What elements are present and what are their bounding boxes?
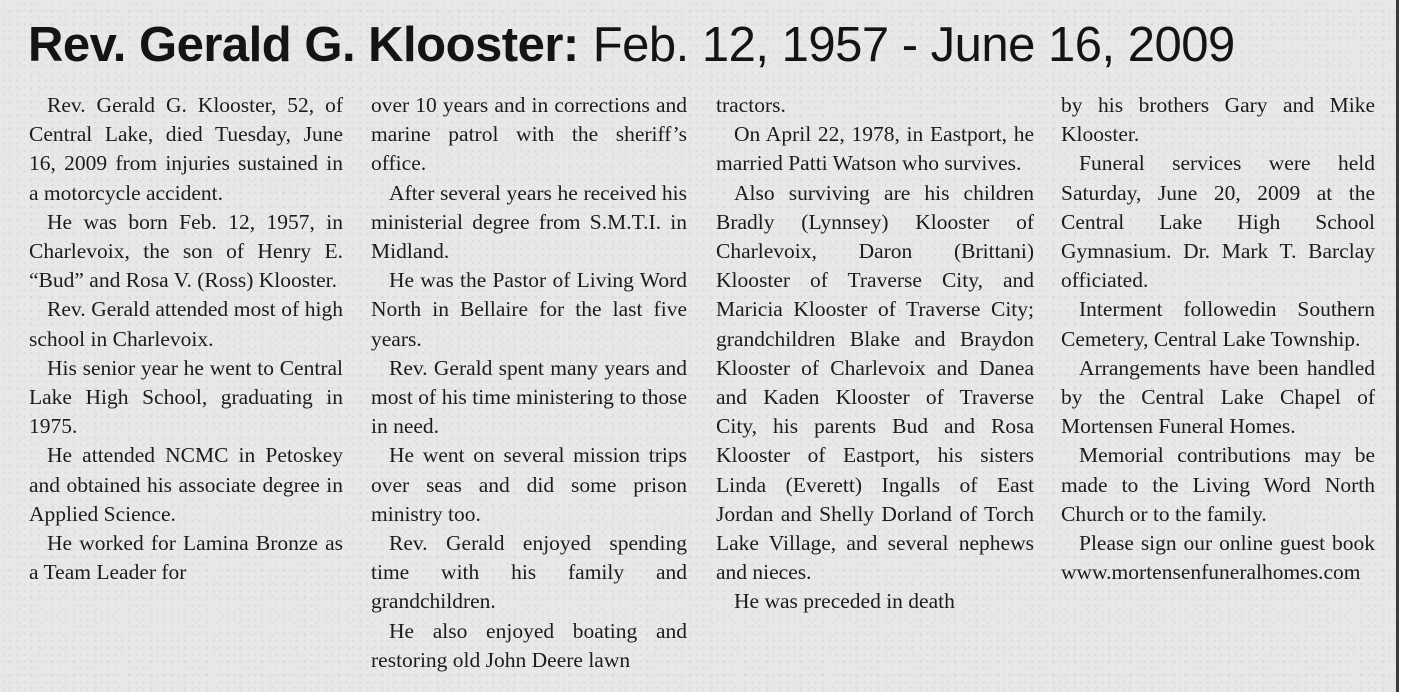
paragraph: Rev. Gerald enjoyed spending time with his family and grandchildren. [371,531,687,614]
paragraph: His senior year he went to Central Lake High School, graduating in 1975. [29,355,343,439]
paragraph: On April 22, 1978, in Eastport, he married Patti Watson who survives. [716,122,1034,176]
paragraph: He was the Pastor of Living Word North in Bellaire for the last five years. [371,268,687,351]
paragraph: He was preceded in death [734,589,955,614]
headline-dates: Feb. 12, 1957 - June 16, 2009 [592,18,1235,72]
article-column-1 [29,91,343,587]
obituary-headline [28,14,1235,76]
paragraph: over 10 years and in corrections and marine patrol with the sheriff’s office. [371,93,687,176]
headline-name: Rev. Gerald G. Klooster: [28,18,579,72]
paragraph: Funeral services were held Saturday, June 20, 2009 at the Central Lake High School Gymnasium. Dr. Mark T. Barclay officiated. [1061,151,1375,293]
paragraph: He attended NCMC in Petoskey and obtained his associate degree in Applied Science. [29,443,343,526]
paragraph: He went on several mission trips over seas and did some prison ministry too. [371,443,687,526]
article-column-2 [371,91,687,675]
paragraph: Rev. Gerald G. Klooster, 52, of Central Lake, died Tuesday, June 16, 2009 from injuries sustained in a motorcycle accident. [29,93,343,205]
paragraph: Also surviving are his children Bradly (Lynnsey) Klooster of Charlevoix, Daron (Brittani) Klooster of Traverse City, and Maricia Klooster of Traverse City; grandchildren Blake and Braydon Klooster of Charlevoix and Danea and Kaden Klooster of Traverse City, his parents Bud and Rosa Klooster of Eastport, his sisters Linda (Everett) Ingalls of East Jordan and Shelly Dorland of Torch Lake Village, and several nephews and nieces. [716,180,1034,585]
paragraph: Rev. Gerald attended most of high school in Charlevoix. [29,297,343,351]
paragraph: Interment followedin Southern Cemetery, Central Lake Township. [1061,297,1375,351]
paragraph: Arrangements have been handled by the Central Lake Chapel of Mortensen Funeral Homes. [1061,355,1375,439]
paragraph: tractors. [716,93,786,117]
clipping-edge-divider [1396,0,1399,692]
paragraph: Please sign our online guest book www.mortensenfuneralhomes.com [1061,531,1375,585]
paragraph: He worked for Lamina Bronze as a Team Leader for [29,531,343,585]
paragraph: by his brothers Gary and Mike Klooster. [1061,93,1375,147]
paragraph: He was born Feb. 12, 1957, in Charlevoix, the son of Henry E. “Bud” and Rosa V. (Ross) Klooster. [29,209,343,293]
article-column-3 [716,91,1034,617]
paragraph: Rev. Gerald spent many years and most of his time ministering to those in need. [371,355,687,439]
paragraph: After several years he received his ministerial degree from S.M.T.I. in Midland. [371,180,687,264]
article-column-4 [1061,91,1375,587]
paragraph: Memorial contributions may be made to the Living Word North Church or to the family. [1061,443,1375,526]
paragraph: He also enjoyed boating and restoring old John Deere lawn [371,618,687,672]
